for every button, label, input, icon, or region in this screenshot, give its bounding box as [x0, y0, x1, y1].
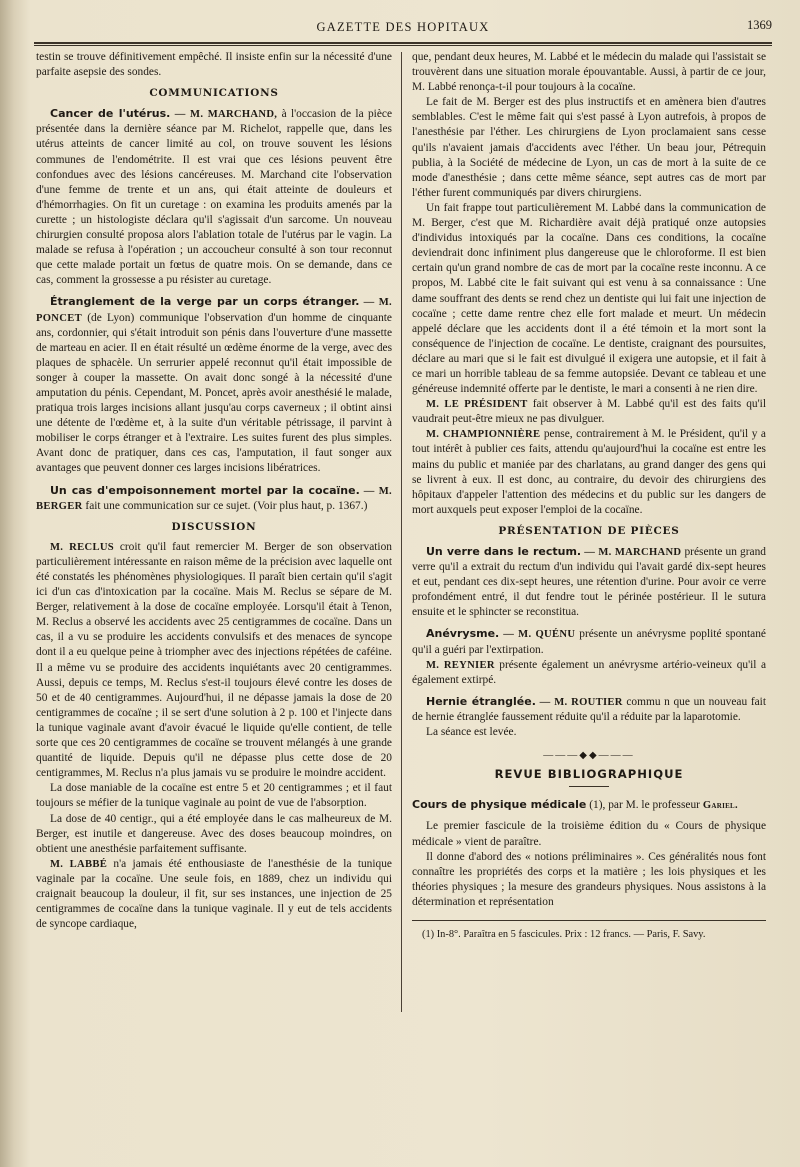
- entry-text: présente un anévrysme poplité spontané qu'il a guéri par l'extirpation.: [412, 628, 766, 656]
- entry-text: fait une communication sur ce sujet. (Voir plus haut, p. 1367.): [85, 499, 368, 512]
- paragraph: que, pendant deux heures, M. Labbé et le médecin du malade qui l'assistait se trouvèrent dans une situation morale épouvantable. Aussi, à partir de ce jour, M. Labbé renonça-t-il pour toujours à la cocaïne.: [412, 51, 766, 94]
- entry-title: Un cas d'empoisonnement mortel par la cocaïne.: [50, 483, 360, 497]
- discussion-reclus: [36, 540, 392, 782]
- entry-hernie: [412, 694, 766, 725]
- speaker-name: M. REYNIER: [426, 659, 495, 671]
- entry-text: présente également un anévrysme artério-veineux qu'il a également extirpé.: [412, 658, 766, 686]
- entry-text: à l'occasion de la pièce présentée dans la dernière séance par M. Richelot, rappelle que, dans les utérus atteints de cancer limité au col, on trouve souvent les lésions communes de l'endométrite. Il est vrai que ces lésions peuvent être confondues avec des lésions cancéreuses. M. Marchand cite l'observation d'une femme de trente et un ans, qui était atteinte de douleurs et d'hémorrhagies. On fit un curetage : on examina les produits amenés par la curette ; un histologiste déclara qu'il s'agissait d'un sarcome. Un nouveau chirurgien consulté proposa alors l'ablation totale de l'utérus par le vagin. La malade se refusa à l'opération ; un accoucheur consulté à son tour reconnut que cette malade portait un fœtus de quatre mois. On se demande, dans ce cas, comment la grossesse a pu résister au curetage.: [36, 108, 392, 287]
- remark-championniere: [412, 427, 766, 518]
- entry-text: commu n que un nouveau fait de hernie étranglée faussement réduite qu'il a réduite par la laparotomie.: [412, 695, 766, 723]
- short-rule: [569, 786, 609, 787]
- entry-anevrysme: [412, 626, 766, 657]
- section-heading-revue: REVUE BIBLIOGRAPHIQUE: [494, 767, 684, 782]
- speaker-name: — M. MARCHAND,: [174, 109, 278, 121]
- entry-text: pense, contrairement à M. le Président, qu'il y a tout intérêt à publier ces faits, attendu qu'aujourd'hui la cocaïne est entre les mains du public et maniée par des charlatans, au grand danger des gens qui se livrent à eux. Il est donc, au contraire, du devoir des chirurgiens des hôpitaux d'appeler l'attention des médecins et du public sur les dangers de mort auxquels peut exposer l'emploi de la cocaïne.: [412, 428, 766, 516]
- journal-title: GAZETTE DES HOPITAUX: [316, 20, 490, 34]
- entry-title: Cancer de l'utérus.: [50, 107, 171, 121]
- entry-reynier: [412, 658, 766, 688]
- footnote-rule: [412, 920, 766, 921]
- speaker-name: — M. PONCET: [36, 297, 392, 324]
- entry-text: (de Lyon) communique l'observation d'un homme de cinquante ans, cordonnier, qui s'était introduit son pénis dans l'ouverture d'une massette de marteau en acier. Il en était résulté un œdème énorme de la verge, avec des plaques de sphacèle. Un serrurier appelé reconnut qu'il était impossible de songer à couper la massette. On avait donc songé à la nécessité d'une amputation du pénis. Cependant, M. Poncet, après avoir anesthésié le malade, pratiqua trois larges incisions allant jusqu'au corps caverneux ; il obtint ainsi une détente de l'œdème et, à la suite d'un véritable pétrissage, il parvint à mobiliser le corps étranger et à l'extraire. Les suites furent des plus simples. Avant donc de pratiquer, dans ces cas, l'amputation, il faut songer aux avantages que peuvent donner ces larges incisions libératrices.: [36, 311, 392, 475]
- paragraph: Le premier fascicule de la troisième édition du « Cours de physique médicale » vient de paraître.: [412, 820, 766, 848]
- page-header: [34, 18, 772, 40]
- speaker-name: M. CHAMPIONNIÈRE: [426, 429, 541, 441]
- speaker-name: M. LABBÉ: [50, 858, 108, 870]
- section-heading-discussion: DISCUSSION: [171, 520, 257, 533]
- paragraph: La dose de 40 centigr., qui a été employée dans le cas malheureux de M. Berger, est inutile et dangereuse. Avec des doses beaucoup moindres, on obtient une anesthésie parfaitement suffisante.: [36, 812, 392, 855]
- speaker-name: — M. MARCHAND: [584, 547, 682, 558]
- entry-title: Hernie étranglée.: [426, 694, 536, 708]
- section-heading-presentation: PRÉSENTATION DE PIÈCES: [498, 524, 680, 537]
- section-heading-communications: COMMUNICATIONS: [149, 87, 279, 100]
- speaker-name: M. LE PRÉSIDENT: [426, 399, 528, 411]
- entry-cancer-uterus: [36, 106, 392, 288]
- page-number: 1369: [747, 18, 772, 32]
- left-column: [36, 50, 392, 1140]
- author-prefix: par M. le professeur: [608, 799, 700, 812]
- book-author: Gariel.: [702, 800, 738, 812]
- speaker-name: — M. BERGER: [36, 485, 392, 512]
- entry-title: Étranglement de la verge par un corps étranger.: [50, 295, 360, 309]
- column-separator: [401, 52, 402, 1012]
- entry-text: croit qu'il faut remercier M. Berger de son observation particulièrement intéressante en raison même de la précision avec laquelle ont été constatés les phénomènes physiologiques. Il paraît bien certain qu'il s'agit ici d'un cas d'intoxication par la cocaïne. Mais M. Reclus se sépare de M. Berger, relativement à la dose de cocaïne employée. Lorsqu'il était à Tenon, M. Reclus a observé les accidents avec 25 centigrammes de cocaïne. Dans un cas, il a vu se produire les accidents convulsifs et des menaces de syncope dont il a eu quelque peine à triompher avec des injections répétées de caféine. Il a même vu se produire des accidents inquiétants avec 20 centigrammes. Aussi, depuis ce temps, M. Reclus s'est-il toujours élevé contre les doses de 50 et de 40 centigrammes. Aujourd'hui, il ne dépasse jamais la dose de 20 centigrammes de cocaïne ; il se sert d'une solution à 2 p. 100 et l'injecte dans la tunique vaginale avant d'avoir évacué le liquide qu'elle contient, de telle sorte que ces 20 centigrammes de cocaïne se trouvent mélangés à une grande quantité de liquide. Depuis qu'il ne dépasse plus cette dose de 20 centigrammes, M. Reclus n'a plus jamais vu se produire le moindre accident.: [36, 540, 392, 780]
- speaker-name: M. RECLUS: [50, 541, 114, 553]
- entry-title: Anévrysme.: [426, 627, 500, 641]
- ornament-divider: ———◆◆———: [543, 750, 635, 762]
- book-reference: [412, 797, 766, 813]
- speaker-name: — M. QUÉNU: [503, 629, 576, 641]
- entry-text: n'a jamais été enthousiaste de l'anesthésie de la tunique vaginale par la cocaïne. Une seule fois, en 1889, chez un individu qui craignait beaucoup la douleur, il fit, sur ses instances, une injection de 25 centigrammes de cocaïne dans la tunique vaginale. Il y eut de tels accidents de syncope cardiaque,: [36, 857, 392, 931]
- entry-title: Un verre dans le rectum.: [426, 545, 582, 558]
- footnote-marker: (1),: [589, 799, 606, 812]
- right-column: [412, 50, 766, 1140]
- header-rule-thin: [34, 45, 772, 46]
- paragraph: Un fait frappe tout particulièrement M. Labbé dans la communication de M. Berger, c'est que M. Richardière avait déjà pratiqué onze autopsies d'individus intoxiqués par la cocaïne. Dans ces conditions, la cocaïne deviendrait donc infiniment plus dangereuse que le chloroforme. Il est bien certain qu'un grand nombre de cas de mort par la cocaïne reste inconnu. A ce propos, M. Labbé cite le fait suivant qui est venu à sa connaissance : Une dame souffrant des dents se rend chez un dentiste qui lui fait une injection de cocaïne ; cette dame rentre chez elle fort malade et meurt. Un médecin appelé déclare que les accidents dont il a été témoin et la mort sont la conséquence de l'injection de cocaïne. Le dentiste, craignant des poursuites, déclare au mari que si le fait est divulgué il exigera une autopsie, et il fait à ce mari un horrible tableau de sa femme autopsiée. Devant ce tableau et une généreuse indemnité offerte par le dentiste, le mari a consenti à ne rien dire.: [412, 201, 766, 396]
- paragraph: La dose maniable de la cocaïne est entre 5 et 20 centigrammes ; et il faut toujours se méfier de la tunique vaginale au point de vue de l'absorption.: [36, 782, 392, 810]
- paragraph: testin se trouve définitivement empêché. Il insiste enfin sur la nécessité d'une parfaite asepsie des sondes.: [36, 51, 392, 79]
- book-title: Cours de physique médicale: [412, 798, 587, 812]
- paragraph: Il donne d'abord des « notions préliminaires ». Ces généralités nous font connaître les propriétés des corps et la matière ; les lois physiques et les théories physiques ; la mesure des grandeurs physiques. Nous assistons à la détermination et représentation: [412, 850, 766, 908]
- discussion-labbe: [36, 857, 392, 932]
- header-rule: [34, 42, 772, 44]
- entry-text: fait observer à M. Labbé qu'il est des faits qu'il vaudrait peut-être mieux ne pas divulguer.: [412, 398, 766, 426]
- speaker-name: — M. ROUTIER: [539, 696, 623, 708]
- entry-empoisonnement-cocaine: [36, 483, 392, 514]
- entry-text: présente un grand verre qu'il a extrait du rectum d'un individu qui l'avait gardé dix-sept heures et eut, pendant ces dix-sept heures, une rétention d'urine. Pour avoir ce verre profondément entré, il dut fendre tout le périnée postérieur. Il le sutura ensuite et le sphincter se reconstitua.: [412, 546, 766, 619]
- remark-president: [412, 397, 766, 427]
- session-closed: La séance est levée.: [426, 726, 517, 739]
- paragraph: Le fait de M. Berger est des plus instructifs et en amènera bien d'autres semblables. C'est le même fait qui s'est passé à Lyon autrefois, à propos de l'anesthésie par l'éther. Les chirurgiens de Lyon proclamaient sans cesse qu'ils n'avaient jamais d'accidents avec l'éther. Un beau jour, Pétrequin publia, à la Société de médecine de Lyon, un cas de mort à la suite de ce mode d'anesthésie ; dans cette même séance, sept autres cas de mort par l'éther furent communiqués par divers chirurgiens.: [412, 96, 766, 199]
- entry-etranglement-verge: [36, 294, 392, 476]
- footnote: (1) In-8°. Paraîtra en 5 fascicules. Prix : 12 francs. — Paris, F. Savy.: [422, 928, 706, 940]
- entry-verre-rectum: [412, 544, 766, 620]
